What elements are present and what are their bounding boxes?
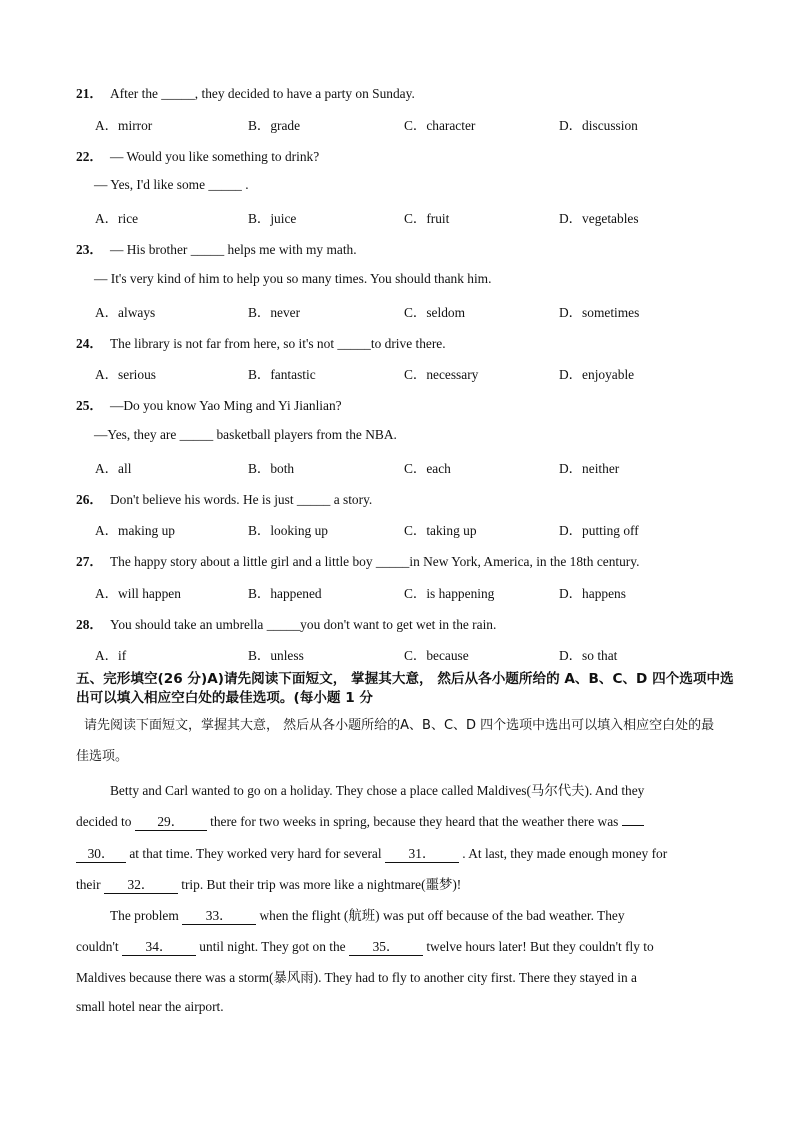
option-b[interactable]: B．juice [248, 211, 297, 226]
options-21 [95, 115, 735, 133]
question-number: 22． [76, 149, 103, 164]
question-22-reply: — Yes, I'd like some _____ . [94, 177, 249, 192]
option-d[interactable]: D．so that [559, 648, 618, 663]
question-stem: The happy story about a little girl and a little boy _____in New York, America, in the 18th century. [110, 554, 640, 569]
option-b[interactable]: B．never [248, 305, 301, 320]
option-a[interactable]: A．if [95, 648, 127, 663]
question-stem: After the _____, they decided to have a party on Sunday. [110, 86, 415, 101]
options-28 [95, 645, 735, 663]
passage-text: there for two weeks in spring, because they heard that the weather there was [210, 814, 622, 829]
option-b[interactable]: B．unless [248, 648, 304, 663]
blank-29[interactable]: 29． [135, 811, 207, 831]
question-number: 26． [76, 492, 103, 507]
blank-31[interactable]: 31． [385, 843, 459, 863]
option-a[interactable]: A．mirror [95, 118, 153, 133]
question-21 [76, 83, 415, 102]
question-23 [76, 239, 357, 258]
options-24 [95, 364, 735, 382]
blank-34[interactable]: 34． [122, 936, 196, 956]
option-d[interactable]: D．vegetables [559, 211, 639, 226]
blank-32[interactable]: 32． [104, 874, 178, 894]
option-a[interactable]: A．always [95, 305, 156, 320]
question-number: 28． [76, 617, 103, 632]
question-stem: —Do you know Yao Ming and Yi Jianlian? [110, 398, 342, 413]
passage-text: couldn't [76, 939, 122, 954]
question-27 [76, 551, 639, 570]
question-23-reply: — It's very kind of him to help you so many times. You should thank him. [94, 271, 492, 286]
options-23 [95, 302, 735, 320]
option-b[interactable]: B．both [248, 461, 295, 476]
options-22 [95, 208, 735, 226]
question-number: 24． [76, 336, 103, 351]
option-a[interactable]: A．serious [95, 367, 156, 382]
option-a[interactable]: A．rice [95, 211, 139, 226]
option-d[interactable]: D．happens [559, 586, 626, 601]
blank-30-lead [622, 825, 644, 826]
passage-text: when the flight (航班) was put off because of the bad weather. They [259, 908, 625, 923]
passage-text: trip. But their trip was more like a nightmare(噩梦)! [181, 877, 462, 892]
option-c[interactable]: C．seldom [404, 305, 466, 320]
option-c[interactable]: C．fruit [404, 211, 450, 226]
passage-line [76, 811, 644, 831]
options-26 [95, 520, 735, 538]
option-d[interactable]: D．enjoyable [559, 367, 635, 382]
question-stem: You should take an umbrella _____you don't want to get wet in the rain. [110, 617, 497, 632]
option-d[interactable]: D．discussion [559, 118, 638, 133]
option-c[interactable]: C．each [404, 461, 451, 476]
option-b[interactable]: B．grade [248, 118, 301, 133]
option-c[interactable]: C．is happening [404, 586, 495, 601]
passage-line [76, 936, 654, 956]
question-stem: — His brother _____ helps me with my math. [110, 242, 357, 257]
passage-line [76, 874, 461, 894]
question-28 [76, 614, 496, 633]
question-stem: The library is not far from here, so it's not _____to drive there. [110, 336, 446, 351]
blank-33[interactable]: 33． [182, 905, 256, 925]
passage-text: until night. They got on the [199, 939, 349, 954]
question-24 [76, 333, 446, 352]
option-b[interactable]: B．fantastic [248, 367, 316, 382]
passage-text: at that time. They worked very hard for several [129, 846, 382, 861]
question-number: 25． [76, 398, 103, 413]
options-25 [95, 458, 735, 476]
question-26 [76, 489, 372, 508]
passage-text: . At last, they made enough money for [462, 846, 668, 861]
question-22 [76, 146, 319, 165]
option-d[interactable]: D．neither [559, 461, 620, 476]
question-25-reply: —Yes, they are _____ basketball players from the NBA. [94, 427, 397, 442]
question-number: 21． [76, 86, 103, 101]
options-27 [95, 583, 735, 601]
section-title: 五、完形填空(26 分)A)请先阅读下面短文， 掌握其大意， 然后从各小题所给的 A、B、C、D 四个选项中选出可以填入相应空白处的最佳选项。(每小题 1 分 [76, 671, 734, 706]
blank-35[interactable]: 35． [349, 936, 423, 956]
question-stem: — Would you like something to drink? [110, 149, 320, 164]
passage-line: small hotel near the airport. [76, 999, 224, 1014]
option-c[interactable]: C．necessary [404, 367, 479, 382]
question-25 [76, 395, 342, 414]
option-d[interactable]: D．putting off [559, 523, 639, 538]
passage-text: The problem [110, 908, 183, 923]
passage-line: Maldives because there was a storm(暴风雨). They had to fly to another city first. There they stayed in a [76, 970, 638, 985]
passage-text: their [76, 877, 104, 892]
passage-text: twelve hours later! But they couldn't fly to [426, 939, 654, 954]
blank-30[interactable]: 30． [76, 843, 126, 863]
option-a[interactable]: A．will happen [95, 586, 181, 601]
option-a[interactable]: A．all [95, 461, 132, 476]
passage-line: Betty and Carl wanted to go on a holiday. They chose a place called Maldives(马尔代夫). And they [110, 783, 645, 798]
option-b[interactable]: B．happened [248, 586, 322, 601]
passage-text: decided to [76, 814, 135, 829]
question-number: 27． [76, 554, 103, 569]
question-stem: Don't believe his words. He is just _____ a story. [110, 492, 373, 507]
option-d[interactable]: D．sometimes [559, 305, 640, 320]
option-c[interactable]: C．because [404, 648, 469, 663]
option-a[interactable]: A．making up [95, 523, 175, 538]
option-b[interactable]: B．looking up [248, 523, 328, 538]
passage-line [76, 843, 667, 863]
option-c[interactable]: C．taking up [404, 523, 477, 538]
option-c[interactable]: C．character [404, 118, 476, 133]
passage-line [110, 905, 625, 925]
question-number: 23． [76, 242, 103, 257]
section-instruction: 请先阅读下面短文，掌握其大意， 然后从各小题所给的A、B、C、D 四个选项中选出可以填入相应空白处的最佳选项。 [76, 718, 715, 764]
